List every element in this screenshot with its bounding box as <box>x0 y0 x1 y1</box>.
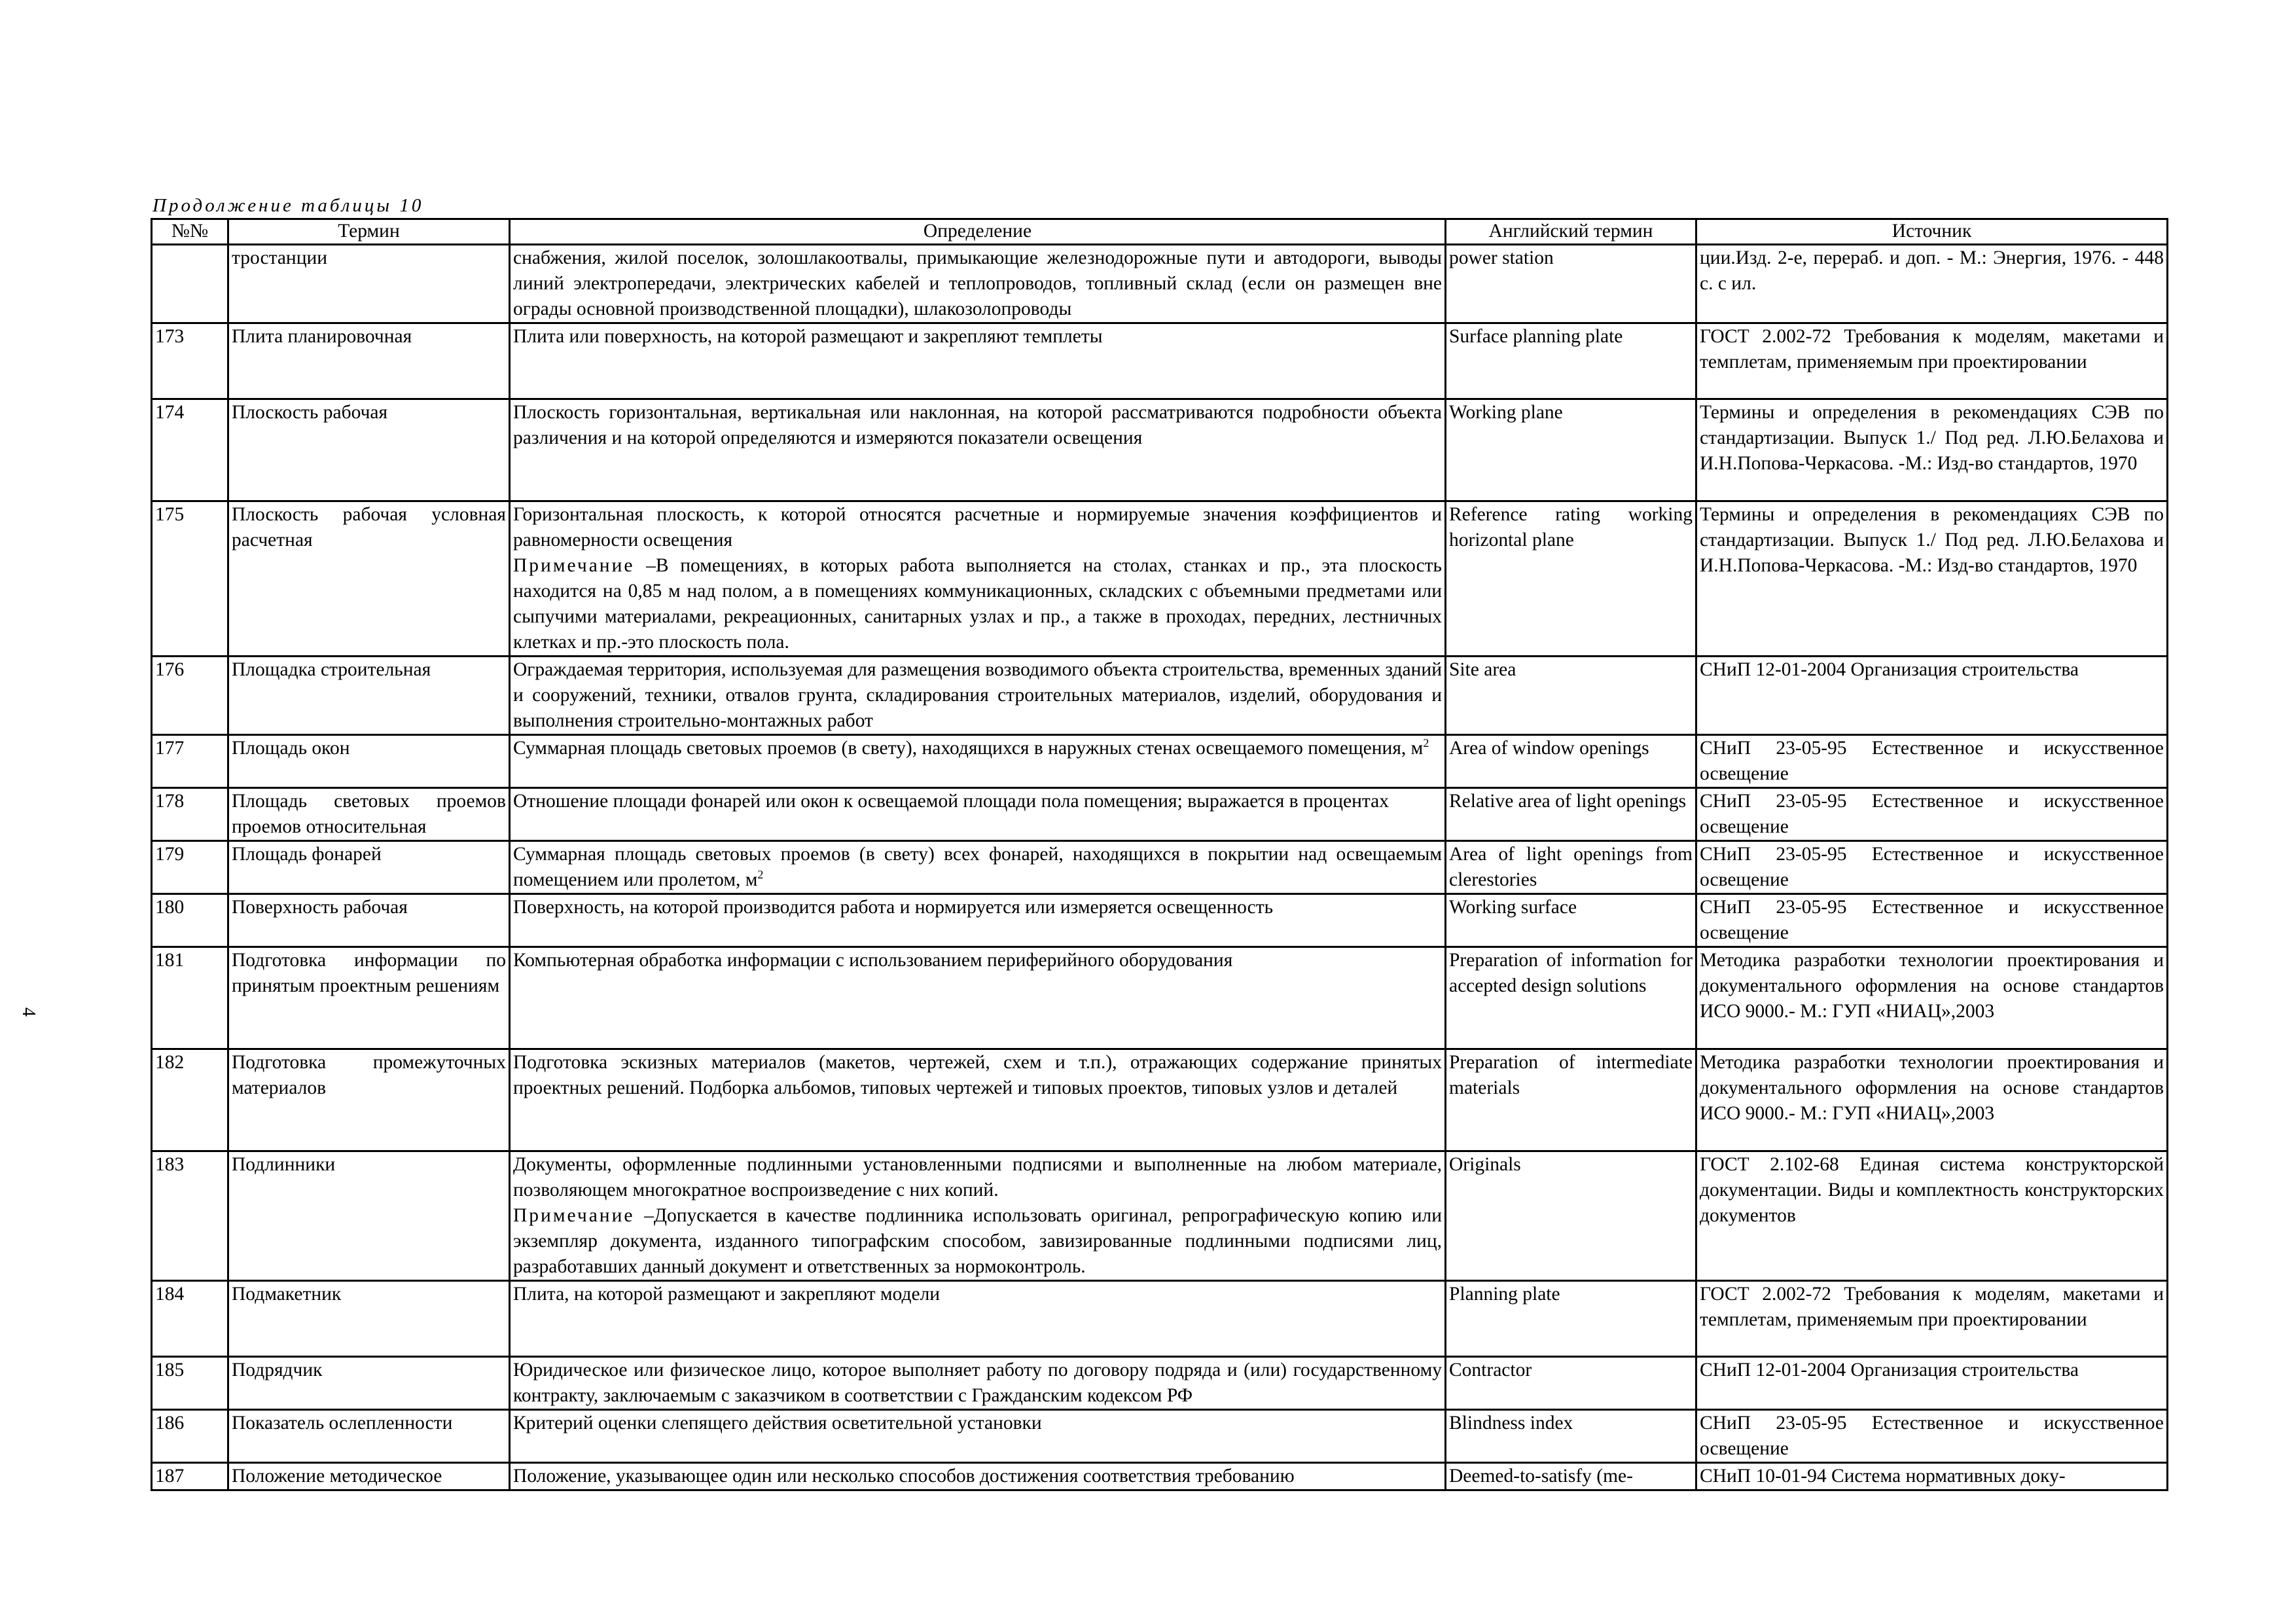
row-source: ГОСТ 2.102-68 Единая система конструкторской документации. Виды и комплектность конструкторских документов <box>1696 1151 2168 1281</box>
row-source: Термины и определения в рекомендациях СЭВ по стандартизации. Выпуск 1./ Под ред. Л.Ю.Белахова и И.Н.Попова-Черкасова. -М.: Изд-во стандартов, 1970 <box>1696 501 2168 657</box>
definition-text: снабжения, жилой поселок, золошлакоотвалы, примыкающие железнодорожные пути и автодороги, выводы линий электропередачи, электрических кабелей и теплопроводов, топливный склад (если он размещен вне ограды основной производственной площадки), шлакозолопроводы <box>513 247 1442 319</box>
row-definition <box>510 788 1446 841</box>
row-number: 177 <box>152 735 228 788</box>
row-source: СНиП 23-05-95 Естественное и искусственное освещение <box>1696 735 2168 788</box>
row-english-term: Site area <box>1446 657 1696 735</box>
table-row <box>152 894 2168 947</box>
row-english-term: Reference rating working horizontal plane <box>1446 501 1696 657</box>
row-term: Площадь световых проемов проемов относительная <box>228 788 510 841</box>
row-term: Плоскость рабочая <box>228 399 510 501</box>
row-definition <box>510 1463 1446 1490</box>
row-english-term: Originals <box>1446 1151 1696 1281</box>
row-definition <box>510 1151 1446 1281</box>
row-term: Подмакетник <box>228 1281 510 1357</box>
row-number: 185 <box>152 1357 228 1410</box>
page-number: 4 <box>18 1007 39 1017</box>
row-number: 178 <box>152 788 228 841</box>
definition-text: Поверхность, на которой производится работа и нормируется или измеряется освещенность <box>513 897 1274 918</box>
note-label: Примечание <box>513 1205 635 1226</box>
row-number: 173 <box>152 323 228 399</box>
row-number: 179 <box>152 841 228 894</box>
definition-text: Плоскость горизонтальная, вертикальная или наклонная, на которой рассматриваются подробности объекта различения и на которой определяются и измеряются показатели освещения <box>513 402 1442 448</box>
table-row <box>152 399 2168 501</box>
row-number: 182 <box>152 1049 228 1151</box>
row-number: 181 <box>152 947 228 1049</box>
table-body <box>152 245 2168 1490</box>
table-row <box>152 735 2168 788</box>
table-row <box>152 657 2168 735</box>
row-term: Площадь окон <box>228 735 510 788</box>
row-english-term: Preparation of intermediate materials <box>1446 1049 1696 1151</box>
row-number: 180 <box>152 894 228 947</box>
row-definition <box>510 947 1446 1049</box>
row-definition <box>510 1410 1446 1463</box>
row-definition <box>510 1049 1446 1151</box>
row-source: СНиП 12-01-2004 Организация строительства <box>1696 657 2168 735</box>
row-source: СНиП 12-01-2004 Организация строительства <box>1696 1357 2168 1410</box>
table-row <box>152 245 2168 323</box>
row-definition <box>510 841 1446 894</box>
terms-table <box>151 218 2168 1491</box>
row-source: Методика разработки технологии проектирования и документального оформления на основе стандартов ИСО 9000.- М.: ГУП «НИАЦ»,2003 <box>1696 1049 2168 1151</box>
row-source: Методика разработки технологии проектирования и документального оформления на основе стандартов ИСО 9000.- М.: ГУП «НИАЦ»,2003 <box>1696 947 2168 1049</box>
row-english-term: Surface planning plate <box>1446 323 1696 399</box>
header-definition: Определение <box>510 219 1446 245</box>
row-number: 174 <box>152 399 228 501</box>
row-english-term: Deemed-to-satisfy (me- <box>1446 1463 1696 1490</box>
row-source: СНиП 23-05-95 Естественное и искусственное освещение <box>1696 841 2168 894</box>
row-term: Подготовка промежуточных материалов <box>228 1049 510 1151</box>
definition-text: Суммарная площадь световых проемов (в свету) всех фонарей, находящихся в покрытии над освещаемым помещением или пролетом, м <box>513 844 1442 890</box>
row-definition <box>510 501 1446 657</box>
row-source: ГОСТ 2.002-72 Требования к моделям, макетами и темплетам, применяемым при проектировании <box>1696 323 2168 399</box>
row-number <box>152 245 228 323</box>
row-english-term: Planning plate <box>1446 1281 1696 1357</box>
row-definition <box>510 735 1446 788</box>
definition-text: Подготовка эскизных материалов (макетов, чертежей, схем и т.п.), отражающих содержание принятых проектных решений. Подборка альбомов, типовых чертежей и типовых проектов, типовых узлов и деталей <box>513 1052 1442 1098</box>
row-source: СНиП 23-05-95 Естественное и искусственное освещение <box>1696 1410 2168 1463</box>
row-term: Плита планировочная <box>228 323 510 399</box>
definition-text: Документы, оформленные подлинными установленными подписями и выполненные на любом материале, позволяющем многократное воспроизведение с них копий. <box>513 1154 1442 1200</box>
definition-text: Ограждаемая территория, используемая для размещения возводимого объекта строительства, временных зданий и сооружений, техники, отвалов грунта, складирования строительных материалов, изделий, оборудования и выполнения строительно-монтажных работ <box>513 659 1442 731</box>
table-row <box>152 501 2168 657</box>
row-term: Подрядчик <box>228 1357 510 1410</box>
table-row <box>152 1410 2168 1463</box>
header-term: Термин <box>228 219 510 245</box>
header-source: Источник <box>1696 219 2168 245</box>
row-definition <box>510 657 1446 735</box>
table-row <box>152 947 2168 1049</box>
row-number: 183 <box>152 1151 228 1281</box>
row-term: Показатель ослепленности <box>228 1410 510 1463</box>
row-number: 176 <box>152 657 228 735</box>
table-row <box>152 1281 2168 1357</box>
row-english-term: Preparation of information for accepted design solutions <box>1446 947 1696 1049</box>
row-english-term: Blindness index <box>1446 1410 1696 1463</box>
note-label: Примечание <box>513 555 635 576</box>
definition-text: Суммарная площадь световых проемов (в свету), находящихся в наружных стенах освещаемого помещения, м <box>513 738 1424 759</box>
row-number: 187 <box>152 1463 228 1490</box>
definition-text: Положение, указывающее один или несколько способов достижения соответствия требованию <box>513 1466 1295 1487</box>
definition-text: Отношение площади фонарей или окон к освещаемой площади пола помещения; выражается в процентах <box>513 791 1390 812</box>
row-term: Положение методическое <box>228 1463 510 1490</box>
row-english-term: Working plane <box>1446 399 1696 501</box>
row-term: Площадь фонарей <box>228 841 510 894</box>
row-definition <box>510 399 1446 501</box>
definition-text: Горизонтальная плоскость, к которой относятся расчетные и нормируемые значения коэффициентов и равномерности освещения <box>513 504 1442 550</box>
definition-text: Компьютерная обработка информации с использованием периферийного оборудования <box>513 950 1233 971</box>
row-number: 175 <box>152 501 228 657</box>
table-header-row <box>152 219 2168 245</box>
note-text: –Допускается в качестве подлинника использовать оригинал, репрографическую копию или экземпляр документа, изданного типографским способом, завизированные подлинными подписями лиц, разработавших данный документ и ответственных за нормоконтроль. <box>513 1205 1442 1277</box>
table-row <box>152 841 2168 894</box>
row-term: Подлинники <box>228 1151 510 1281</box>
unit-superscript: 2 <box>757 868 764 882</box>
note-text: –В помещениях, в которых работа выполняется на столах, станках и пр., эта плоскость находится на 0,85 м над полом, а в помещениях коммуникационных, складских с объемными предметами или сыпучими материалами, рекреационных, санитарных узлах и пр., а также в проходах, передних, лестничных клетках и пр.-это плоскость пола. <box>513 555 1443 653</box>
row-term: Поверхность рабочая <box>228 894 510 947</box>
row-source: ции.Изд. 2-е, перераб. и доп. - М.: Энергия, 1976. - 448 с. с ил. <box>1696 245 2168 323</box>
row-definition <box>510 1357 1446 1410</box>
row-number: 184 <box>152 1281 228 1357</box>
row-definition <box>510 1281 1446 1357</box>
row-definition <box>510 245 1446 323</box>
table-row <box>152 1463 2168 1490</box>
row-english-term: Area of light openings from clerestories <box>1446 841 1696 894</box>
row-source: СНиП 23-05-95 Естественное и искусственное освещение <box>1696 894 2168 947</box>
definition-text: Юридическое или физическое лицо, которое выполняет работу по договору подряда и (или) государственному контракту, заключаемым с заказчиком в соответствии с Гражданским кодексом РФ <box>513 1360 1442 1406</box>
row-source: ГОСТ 2.002-72 Требования к моделям, макетами и темплетам, применяемым при проектировании <box>1696 1281 2168 1357</box>
definition-text: Критерий оценки слепящего действия осветительной установки <box>513 1413 1042 1434</box>
table-row <box>152 788 2168 841</box>
row-source: СНиП 23-05-95 Естественное и искусственное освещение <box>1696 788 2168 841</box>
row-english-term: Contractor <box>1446 1357 1696 1410</box>
row-term: Подготовка информации по принятым проектным решениям <box>228 947 510 1049</box>
row-definition <box>510 323 1446 399</box>
definition-text: Плита, на которой размещают и закрепляют модели <box>513 1284 941 1305</box>
row-english-term: Working surface <box>1446 894 1696 947</box>
row-term: Площадка строительная <box>228 657 510 735</box>
row-term: тростанции <box>228 245 510 323</box>
table-row <box>152 1151 2168 1281</box>
row-number: 186 <box>152 1410 228 1463</box>
row-definition <box>510 894 1446 947</box>
row-english-term: Relative area of light openings <box>1446 788 1696 841</box>
row-source: Термины и определения в рекомендациях СЭВ по стандартизации. Выпуск 1./ Под ред. Л.Ю.Белахова и И.Н.Попова-Черкасова. -М.: Изд-во стандартов, 1970 <box>1696 399 2168 501</box>
table-row <box>152 323 2168 399</box>
row-source: СНиП 10-01-94 Система нормативных доку- <box>1696 1463 2168 1490</box>
row-term: Плоскость рабочая условная расчетная <box>228 501 510 657</box>
unit-superscript: 2 <box>1423 736 1429 750</box>
table-row <box>152 1049 2168 1151</box>
row-english-term: Area of window openings <box>1446 735 1696 788</box>
header-english: Английский термин <box>1446 219 1696 245</box>
definition-text: Плита или поверхность, на которой размещают и закрепляют темплеты <box>513 326 1103 347</box>
header-num: №№ <box>152 219 228 245</box>
table-row <box>152 1357 2168 1410</box>
row-english-term: power station <box>1446 245 1696 323</box>
table-caption: Продолжение таблицы 10 <box>152 195 424 216</box>
